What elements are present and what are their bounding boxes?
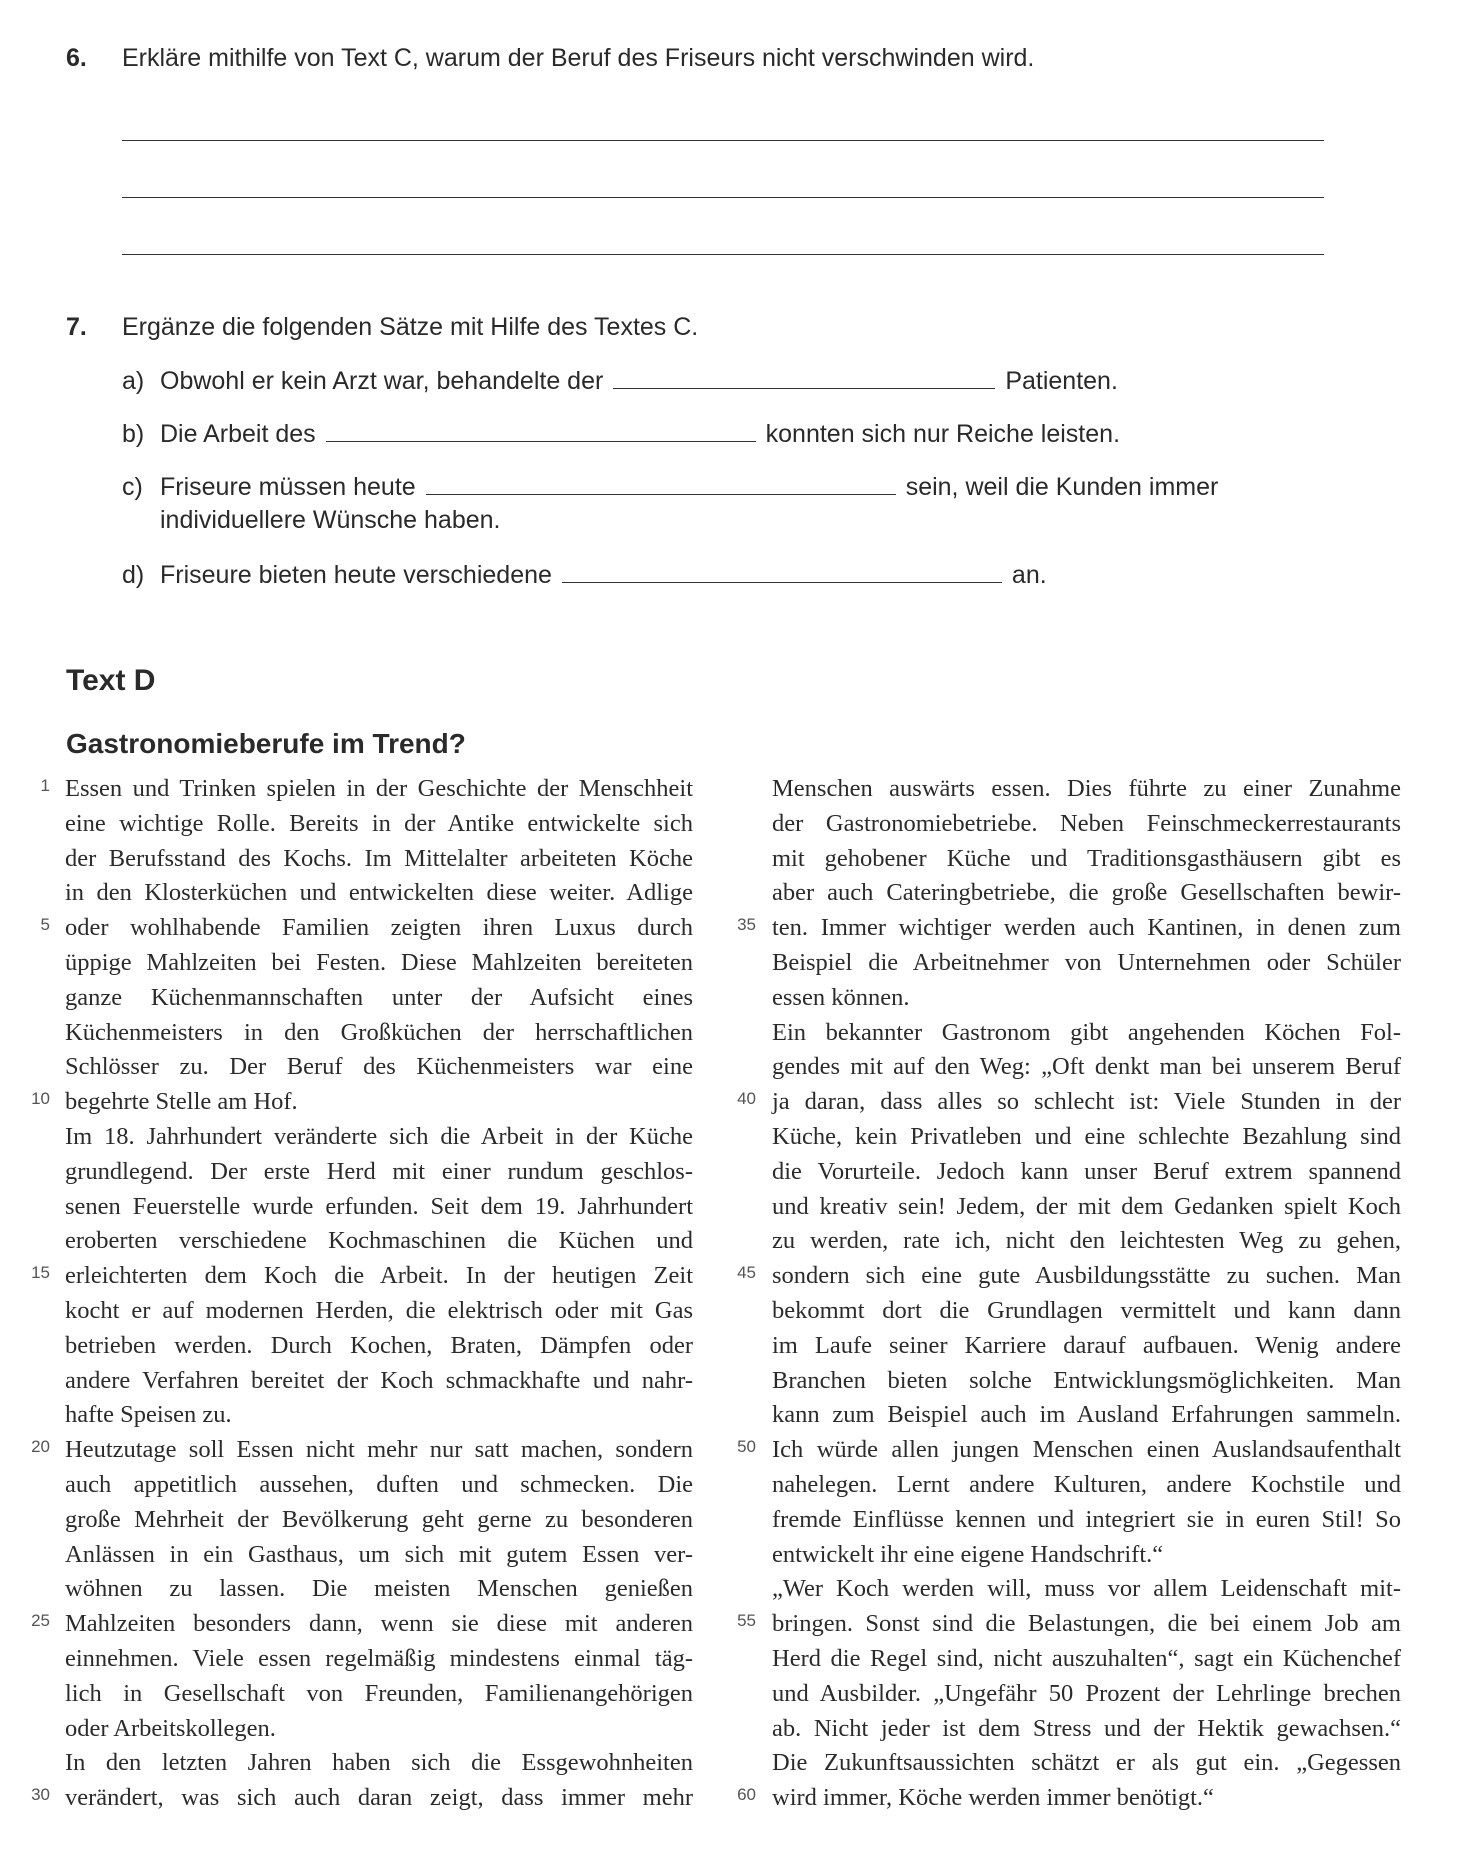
line-number-15: 15 [31,1263,50,1282]
text-d-subheading: Gastronomieberufe im Trend? [66,728,466,759]
right-line: bekommt dort die Grundlagen vermittelt und kann dann [772,1296,1401,1324]
left-line: kocht er auf modernen Herden, die elektrisch oder mit Gas [65,1296,693,1324]
item-b-label: b) [122,420,145,448]
line-number-25: 25 [31,1611,50,1630]
right-line: und kreativ sein! Jedem, der mit dem Gedanken spielt Koch [772,1192,1401,1220]
item-c-after: sein, weil die Kunden immer [905,473,1219,501]
item-a-blank[interactable] [613,366,995,389]
right-line: die Vorurteile. Jedoch kann unser Beruf extrem spannend [772,1157,1401,1185]
line-number-40: 40 [737,1089,756,1108]
right-line: fremde Einflüsse kennen und integriert sie in euren Stil! So [772,1505,1401,1533]
task-6-question: Erkläre mithilfe von Text C, warum der Beruf des Friseurs nicht verschwinden wird. [122,44,1035,72]
line-number-45: 45 [737,1263,756,1282]
right-line: im Laufe seiner Karriere darauf aufbauen. Wenig andere [772,1331,1401,1359]
right-line: Küche, kein Privatleben und eine schlechte Bezahlung sind [772,1122,1401,1150]
left-line: verändert, was sich auch daran zeigt, dass immer mehr [65,1784,693,1812]
left-line: begehrte Stelle am Hof. [65,1088,298,1116]
line-number-30: 30 [31,1785,50,1804]
item-c-before: Friseure müssen heute [160,473,416,501]
item-a-label: a) [122,367,145,395]
left-line: erleichterten dem Koch die Arbeit. In der heutigen Zeit [65,1262,693,1290]
item-b-blank[interactable] [326,419,756,442]
left-line: Im 18. Jahrhundert veränderte sich die Arbeit in der Küche [65,1122,693,1150]
left-line: Küchenmeisters in den Großküchen der herrschaftlichen [65,1018,693,1046]
right-line: wird immer, Köche werden immer benötigt.“ [772,1784,1214,1812]
right-line: Herd die Regel sind, nicht auszuhalten“, sagt ein Küchenchef [772,1644,1401,1672]
right-line: Ein bekannter Gastronom gibt angehenden Köchen Fol- [772,1018,1401,1046]
left-line: oder Arbeitskollegen. [65,1714,276,1742]
task-6-answer-line-3[interactable] [122,254,1324,255]
right-line: Beispiel die Arbeitnehmer von Unternehmen oder Schüler [772,948,1401,976]
left-line: Essen und Trinken spielen in der Geschichte der Menschheit [65,775,693,802]
item-b-before: Die Arbeit des [160,420,316,448]
text-d-column-left [65,772,693,1816]
left-line: auch appetitlich aussehen, duften und schmecken. Die [65,1470,693,1498]
item-b-after: konnten sich nur Reiche leisten. [765,420,1121,448]
left-line: andere Verfahren bereitet der Koch schmackhafte und nahr- [65,1366,693,1394]
right-line: kann zum Beispiel auch im Ausland Erfahrungen sammeln. [772,1401,1401,1429]
left-line: einnehmen. Viele essen regelmäßig mindestens einmal täg- [65,1644,693,1672]
text-d-heading: Text D [66,664,156,697]
task-6-answer-line-2[interactable] [122,197,1324,198]
right-line: Die Zukunftsaussichten schätzt er als gut ein. „Gegessen [772,1749,1401,1777]
left-line: große Mehrheit der Bevölkerung geht gerne zu besonderen [65,1505,693,1533]
item-c-cont: individuellere Wünsche haben. [160,506,501,534]
left-line: senen Feuerstelle wurde erfunden. Seit dem 19. Jahrhundert [65,1192,693,1220]
item-d-before: Friseure bieten heute verschiedene [160,561,552,589]
right-line: Menschen auswärts essen. Dies führte zu einer Zunahme [772,775,1401,802]
item-d-after: an. [1011,561,1047,589]
right-line: zu werden, rate ich, nicht den leichtesten Weg zu gehen, [772,1227,1401,1255]
left-line: betrieben werden. Durch Kochen, Braten, Dämpfen oder [65,1331,693,1359]
right-line: Ich würde allen jungen Menschen einen Auslandsaufenthalt [772,1436,1401,1464]
task-7-item-a [122,366,1118,396]
right-line: entwickelt ihr eine eigene Handschrift.“ [772,1540,1164,1568]
line-number-35: 35 [737,915,756,934]
item-a-before: Obwohl er kein Arzt war, behandelte der [160,367,604,395]
left-line: hafte Speisen zu. [65,1401,232,1429]
right-line: der Gastronomiebetriebe. Neben Feinschmeckerrestaurants [772,809,1401,837]
right-line: ten. Immer wichtiger werden auch Kantinen, in denen zum [772,914,1401,942]
item-d-blank[interactable] [562,560,1002,583]
item-a-after: Patienten. [1005,367,1118,395]
right-line: und Ausbilder. „Ungefähr 50 Prozent der Lehrlinge brechen [772,1679,1401,1707]
right-line: aber auch Cateringbetriebe, die große Gesellschaften bewir- [772,879,1401,907]
task-7-item-c-continuation [160,506,501,535]
left-line: der Berufsstand des Kochs. Im Mittelalter arbeiteten Köche [65,844,693,872]
left-line: grundlegend. Der erste Herd mit einer rundum geschlos- [65,1157,693,1185]
left-line: wöhnen zu lassen. Die meisten Menschen genießen [65,1575,693,1603]
task-7-number: 7. [66,313,87,341]
text-d-column-right [772,772,1401,1816]
line-number-5: 5 [40,915,50,934]
right-line: Branchen bieten solche Entwicklungsmöglichkeiten. Man [772,1366,1401,1394]
task-7-item-b [122,419,1120,449]
line-number-20: 20 [31,1437,50,1456]
line-number-10: 10 [31,1089,50,1108]
task-6-answer-line-1[interactable] [122,140,1324,141]
right-line: gendes mit auf den Weg: „Oft denkt man bei unserem Beruf [772,1053,1401,1081]
right-line: ab. Nicht jeder ist dem Stress und der Hektik gewachsen.“ [772,1714,1401,1742]
left-line: Mahlzeiten besonders dann, wenn sie diese mit anderen [65,1610,693,1638]
right-line: bringen. Sonst sind die Belastungen, die bei einem Job am [772,1610,1401,1638]
left-line: lich in Gesellschaft von Freunden, Familienangehörigen [65,1679,693,1707]
task-6-number: 6. [66,44,87,72]
left-line: üppige Mahlzeiten bei Festen. Diese Mahlzeiten bereiteten [65,948,693,976]
left-line: Heutzutage soll Essen nicht mehr nur satt machen, sondern [65,1436,693,1464]
right-line: „Wer Koch werden will, muss vor allem Leidenschaft mit- [772,1575,1401,1603]
line-number-55: 55 [737,1611,756,1630]
task-7-item-c [122,472,1218,502]
task-7-instruction: Ergänze die folgenden Sätze mit Hilfe des Textes C. [122,313,699,341]
right-line: mit gehobener Küche und Traditionsgasthäusern gibt es [772,844,1401,872]
left-line: in den Klosterküchen und entwickelten diese weiter. Adlige [65,879,693,907]
right-line: ja daran, dass alles so schlecht ist: Viele Stunden in der [772,1088,1401,1116]
task-7-item-d [122,560,1047,590]
left-line: In den letzten Jahren haben sich die Essgewohnheiten [65,1749,693,1777]
right-line: essen können. [772,983,910,1011]
left-line: ganze Küchenmannschaften unter der Aufsicht eines [65,983,693,1011]
left-line: oder wohlhabende Familien zeigten ihren Luxus durch [65,914,693,942]
left-line: eroberten verschiedene Kochmaschinen die Küchen und [65,1227,693,1255]
item-c-blank[interactable] [426,472,896,495]
right-line: sondern sich eine gute Ausbildungsstätte zu suchen. Man [772,1262,1401,1290]
left-line: Anlässen in ein Gasthaus, um sich mit gutem Essen ver- [65,1540,693,1568]
item-d-label: d) [122,561,145,589]
right-line: nahelegen. Lernt andere Kulturen, andere Kochstile und [772,1470,1401,1498]
line-number-1: 1 [40,776,50,795]
left-line: eine wichtige Rolle. Bereits in der Antike entwickelte sich [65,809,693,837]
item-c-label: c) [122,473,143,501]
left-line: Schlösser zu. Der Beruf des Küchenmeisters war eine [65,1053,693,1081]
line-number-50: 50 [737,1437,756,1456]
line-number-60: 60 [737,1785,756,1804]
